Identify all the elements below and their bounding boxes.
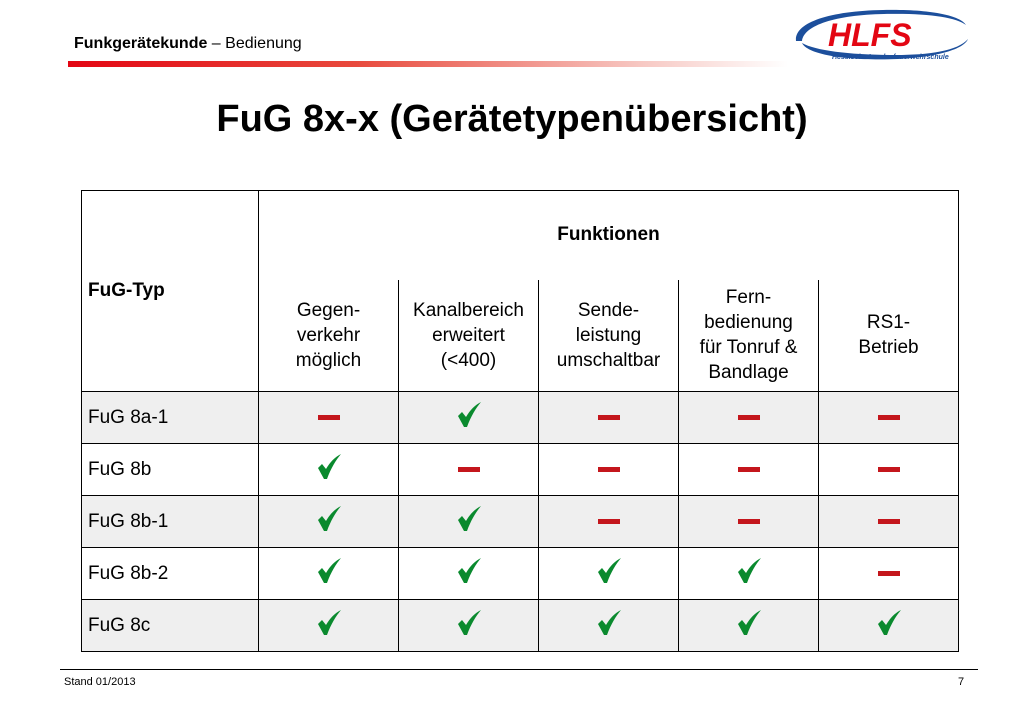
column-header: RS1- Betrieb: [819, 280, 959, 392]
check-icon: [735, 609, 763, 637]
dash-icon: [738, 415, 760, 420]
dash-icon: [318, 415, 340, 420]
function-cell: [679, 548, 819, 600]
dash-icon: [598, 415, 620, 420]
header-red-rule: [68, 61, 788, 67]
check-icon: [595, 557, 623, 585]
function-cell: [259, 548, 399, 600]
check-icon: [595, 609, 623, 637]
dash-icon: [878, 571, 900, 576]
hlfs-logo: [788, 5, 973, 65]
page-number: 7: [958, 676, 965, 688]
table-row: [82, 392, 959, 444]
function-cell: [539, 444, 679, 496]
check-icon: [315, 557, 343, 585]
check-icon: [455, 557, 483, 585]
dash-icon: [458, 467, 480, 472]
function-cell: [819, 444, 959, 496]
dash-icon: [738, 519, 760, 524]
column-header: Gegen- verkehr möglich: [259, 280, 399, 392]
function-cell: [259, 496, 399, 548]
dash-icon: [878, 519, 900, 524]
check-icon: [455, 609, 483, 637]
header-separator: –: [207, 35, 226, 52]
check-icon: [315, 505, 343, 533]
slide-header: [74, 35, 302, 53]
header-functions: Funktionen: [259, 191, 959, 280]
function-cell: [259, 444, 399, 496]
device-type-name: FuG 8b-2: [82, 548, 259, 600]
dash-icon: [598, 519, 620, 524]
table-row: [82, 444, 959, 496]
header-course: Funkgerätekunde: [74, 35, 208, 52]
footer-date: Stand 01/2013: [64, 676, 136, 688]
device-type-name: FuG 8b: [82, 444, 259, 496]
footer-rule: [60, 669, 978, 670]
header-fug-type: FuG-Typ: [82, 191, 259, 392]
function-cell: [539, 600, 679, 652]
device-type-name: FuG 8a-1: [82, 392, 259, 444]
table-row: [82, 548, 959, 600]
page-title: FuG 8x-x (Gerätetypenübersicht): [216, 98, 808, 140]
function-cell: [679, 392, 819, 444]
column-header: Kanalbereich erweitert (<400): [399, 280, 539, 392]
check-icon: [875, 609, 903, 637]
function-cell: [399, 392, 539, 444]
check-icon: [455, 401, 483, 429]
check-icon: [315, 453, 343, 481]
dash-icon: [878, 467, 900, 472]
function-cell: [259, 392, 399, 444]
check-icon: [455, 505, 483, 533]
function-cell: [819, 392, 959, 444]
column-header: Fern- bedienung für Tonruf & Bandlage: [679, 280, 819, 392]
function-cell: [399, 600, 539, 652]
function-cell: [539, 392, 679, 444]
function-cell: [539, 496, 679, 548]
function-cell: [819, 548, 959, 600]
device-type-name: FuG 8c: [82, 600, 259, 652]
device-type-table: [81, 190, 959, 652]
dash-icon: [738, 467, 760, 472]
dash-icon: [878, 415, 900, 420]
column-header: Sende- leistung umschaltbar: [539, 280, 679, 392]
dash-icon: [598, 467, 620, 472]
function-cell: [399, 548, 539, 600]
logo-wordmark: HLFS: [828, 17, 912, 53]
table-row: [82, 496, 959, 548]
function-cell: [259, 600, 399, 652]
function-cell: [679, 600, 819, 652]
check-icon: [315, 609, 343, 637]
function-cell: [679, 496, 819, 548]
function-cell: [679, 444, 819, 496]
function-cell: [539, 548, 679, 600]
table-row: [82, 600, 959, 652]
device-type-name: FuG 8b-1: [82, 496, 259, 548]
function-cell: [399, 496, 539, 548]
function-cell: [819, 600, 959, 652]
logo-subtitle: Hessische Landesfeuerwehrschule: [832, 54, 949, 61]
function-cell: [399, 444, 539, 496]
header-topic: Bedienung: [225, 35, 302, 52]
function-cell: [819, 496, 959, 548]
check-icon: [735, 557, 763, 585]
